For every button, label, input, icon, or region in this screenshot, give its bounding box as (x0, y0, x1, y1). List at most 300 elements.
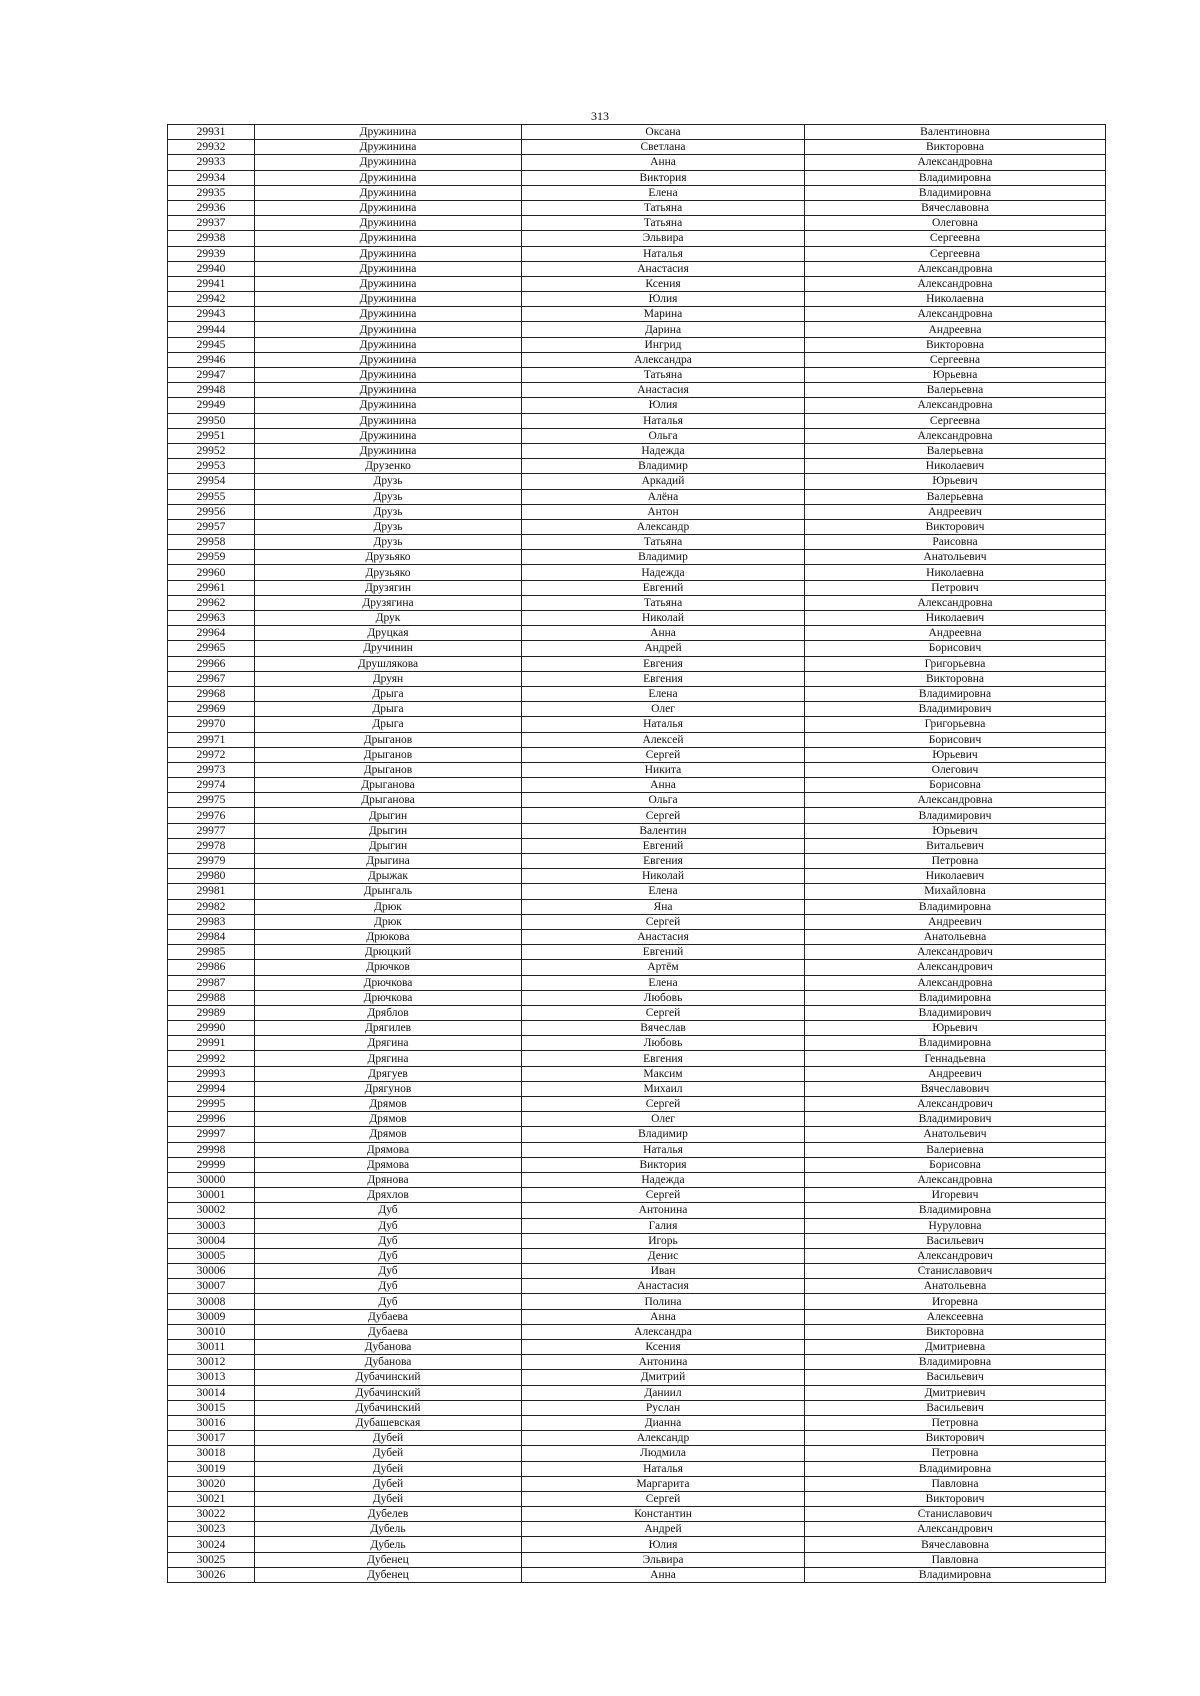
first-name-cell: Любовь (522, 1036, 805, 1051)
table-row (168, 565, 1106, 580)
page-number: 313 (591, 109, 609, 123)
record-number-cell: 29936 (168, 200, 255, 215)
record-number-cell: 30001 (168, 1188, 255, 1203)
last-name-cell: Дрямова (255, 1142, 522, 1157)
patronymic-cell: Петровна (805, 1415, 1106, 1430)
patronymic-cell: Раисовна (805, 535, 1106, 550)
first-name-cell: Руслан (522, 1400, 805, 1415)
patronymic-cell: Александровна (805, 793, 1106, 808)
table-row (168, 808, 1106, 823)
first-name-cell: Ксения (522, 1340, 805, 1355)
last-name-cell: Дрямова (255, 1157, 522, 1172)
first-name-cell: Александра (522, 352, 805, 367)
last-name-cell: Дружинина (255, 307, 522, 322)
patronymic-cell: Андреевна (805, 322, 1106, 337)
patronymic-cell: Владимирович (805, 1112, 1106, 1127)
record-number-cell: 29987 (168, 975, 255, 990)
first-name-cell: Александр (522, 1431, 805, 1446)
record-number-cell: 29974 (168, 778, 255, 793)
first-name-cell: Андрей (522, 1522, 805, 1537)
first-name-cell: Любовь (522, 990, 805, 1005)
last-name-cell: Дрямов (255, 1112, 522, 1127)
first-name-cell: Ксения (522, 276, 805, 291)
name-register-table (167, 124, 1106, 1583)
first-name-cell: Сергей (522, 914, 805, 929)
first-name-cell: Ольга (522, 428, 805, 443)
patronymic-cell: Владимировна (805, 1355, 1106, 1370)
patronymic-cell: Николаевич (805, 611, 1106, 626)
first-name-cell: Наталья (522, 1461, 805, 1476)
record-number-cell: 29969 (168, 702, 255, 717)
patronymic-cell: Викторович (805, 1491, 1106, 1506)
table-row (168, 489, 1106, 504)
patronymic-cell: Владимировна (805, 1567, 1106, 1582)
patronymic-cell: Валентиновна (805, 125, 1106, 140)
last-name-cell: Дрыга (255, 717, 522, 732)
first-name-cell: Даниил (522, 1385, 805, 1400)
first-name-cell: Анна (522, 778, 805, 793)
patronymic-cell: Михайловна (805, 884, 1106, 899)
record-number-cell: 29971 (168, 732, 255, 747)
patronymic-cell: Викторовна (805, 140, 1106, 155)
first-name-cell: Дарина (522, 322, 805, 337)
table-row (168, 1355, 1106, 1370)
record-number-cell: 29935 (168, 185, 255, 200)
patronymic-cell: Александровна (805, 261, 1106, 276)
record-number-cell: 30020 (168, 1476, 255, 1491)
last-name-cell: Дружинина (255, 231, 522, 246)
first-name-cell: Виктория (522, 170, 805, 185)
table-row (168, 1066, 1106, 1081)
record-number-cell: 29975 (168, 793, 255, 808)
last-name-cell: Дубей (255, 1476, 522, 1491)
table-row (168, 975, 1106, 990)
first-name-cell: Дмитрий (522, 1370, 805, 1385)
record-number-cell: 29977 (168, 823, 255, 838)
patronymic-cell: Сергеевна (805, 413, 1106, 428)
table-row (168, 1051, 1106, 1066)
table-row (168, 1431, 1106, 1446)
first-name-cell: Ольга (522, 793, 805, 808)
record-number-cell: 30002 (168, 1203, 255, 1218)
last-name-cell: Дружинина (255, 383, 522, 398)
first-name-cell: Анна (522, 155, 805, 170)
record-number-cell: 29933 (168, 155, 255, 170)
record-number-cell: 29948 (168, 383, 255, 398)
first-name-cell: Маргарита (522, 1476, 805, 1491)
record-number-cell: 29976 (168, 808, 255, 823)
first-name-cell: Татьяна (522, 216, 805, 231)
record-number-cell: 29960 (168, 565, 255, 580)
record-number-cell: 30008 (168, 1294, 255, 1309)
table-row (168, 1279, 1106, 1294)
last-name-cell: Дружинина (255, 443, 522, 458)
record-number-cell: 30015 (168, 1400, 255, 1415)
record-number-cell: 30022 (168, 1507, 255, 1522)
first-name-cell: Эльвира (522, 1552, 805, 1567)
last-name-cell: Дрыганов (255, 762, 522, 777)
table-row (168, 717, 1106, 732)
first-name-cell: Артём (522, 960, 805, 975)
record-number-cell: 29953 (168, 459, 255, 474)
first-name-cell: Оксана (522, 125, 805, 140)
patronymic-cell: Андреевич (805, 914, 1106, 929)
patronymic-cell: Петрович (805, 580, 1106, 595)
last-name-cell: Дрянова (255, 1172, 522, 1187)
record-number-cell: 29954 (168, 474, 255, 489)
first-name-cell: Денис (522, 1248, 805, 1263)
last-name-cell: Дрямов (255, 1127, 522, 1142)
first-name-cell: Олег (522, 1112, 805, 1127)
patronymic-cell: Николаевич (805, 459, 1106, 474)
patronymic-cell: Владимировна (805, 1461, 1106, 1476)
patronymic-cell: Александровна (805, 595, 1106, 610)
patronymic-cell: Александрович (805, 1522, 1106, 1537)
record-number-cell: 29985 (168, 945, 255, 960)
patronymic-cell: Петровна (805, 1446, 1106, 1461)
table-row (168, 1309, 1106, 1324)
first-name-cell: Владимир (522, 459, 805, 474)
last-name-cell: Друзенко (255, 459, 522, 474)
first-name-cell: Алёна (522, 489, 805, 504)
record-number-cell: 29941 (168, 276, 255, 291)
last-name-cell: Дрыга (255, 686, 522, 701)
table-row (168, 292, 1106, 307)
record-number-cell: 29942 (168, 292, 255, 307)
last-name-cell: Дручинин (255, 641, 522, 656)
table-row (168, 1400, 1106, 1415)
last-name-cell: Дружинина (255, 170, 522, 185)
record-number-cell: 30024 (168, 1537, 255, 1552)
first-name-cell: Елена (522, 975, 805, 990)
record-number-cell: 30007 (168, 1279, 255, 1294)
first-name-cell: Олег (522, 702, 805, 717)
last-name-cell: Друцкая (255, 626, 522, 641)
patronymic-cell: Олеговна (805, 216, 1106, 231)
patronymic-cell: Александрович (805, 960, 1106, 975)
table-row (168, 261, 1106, 276)
table-row (168, 443, 1106, 458)
first-name-cell: Анна (522, 1567, 805, 1582)
table-row (168, 246, 1106, 261)
patronymic-cell: Юрьевич (805, 474, 1106, 489)
patronymic-cell: Владимировна (805, 185, 1106, 200)
patronymic-cell: Николаевич (805, 869, 1106, 884)
patronymic-cell: Владимирович (805, 808, 1106, 823)
record-number-cell: 30005 (168, 1248, 255, 1263)
patronymic-cell: Станиславович (805, 1507, 1106, 1522)
table-row (168, 823, 1106, 838)
table-row (168, 1324, 1106, 1339)
patronymic-cell: Владимирович (805, 702, 1106, 717)
first-name-cell: Александр (522, 519, 805, 534)
record-number-cell: 30025 (168, 1552, 255, 1567)
patronymic-cell: Борисович (805, 641, 1106, 656)
first-name-cell: Евгения (522, 854, 805, 869)
patronymic-cell: Юрьевич (805, 1021, 1106, 1036)
table-row (168, 504, 1106, 519)
patronymic-cell: Александровна (805, 276, 1106, 291)
table-row (168, 747, 1106, 762)
last-name-cell: Дрыгин (255, 838, 522, 853)
patronymic-cell: Александрович (805, 945, 1106, 960)
first-name-cell: Юлия (522, 292, 805, 307)
patronymic-cell: Борисовна (805, 1157, 1106, 1172)
record-number-cell: 29967 (168, 671, 255, 686)
last-name-cell: Друк (255, 611, 522, 626)
table-row (168, 641, 1106, 656)
record-number-cell: 29992 (168, 1051, 255, 1066)
first-name-cell: Евгения (522, 671, 805, 686)
table-row (168, 1021, 1106, 1036)
patronymic-cell: Григорьевна (805, 656, 1106, 671)
record-number-cell: 29943 (168, 307, 255, 322)
record-number-cell: 29981 (168, 884, 255, 899)
table-row (168, 626, 1106, 641)
record-number-cell: 29968 (168, 686, 255, 701)
record-number-cell: 29962 (168, 595, 255, 610)
last-name-cell: Дрючкова (255, 990, 522, 1005)
patronymic-cell: Валериевна (805, 1142, 1106, 1157)
first-name-cell: Евгений (522, 580, 805, 595)
patronymic-cell: Викторовна (805, 671, 1106, 686)
first-name-cell: Евгений (522, 945, 805, 960)
record-number-cell: 29998 (168, 1142, 255, 1157)
table-row (168, 884, 1106, 899)
last-name-cell: Дрягилев (255, 1021, 522, 1036)
patronymic-cell: Александрович (805, 1097, 1106, 1112)
table-row (168, 929, 1106, 944)
first-name-cell: Виктория (522, 1157, 805, 1172)
first-name-cell: Сергей (522, 808, 805, 823)
table-row (168, 1476, 1106, 1491)
patronymic-cell: Александровна (805, 428, 1106, 443)
patronymic-cell: Юрьевич (805, 747, 1106, 762)
last-name-cell: Дубей (255, 1461, 522, 1476)
table-row (168, 1340, 1106, 1355)
first-name-cell: Владимир (522, 550, 805, 565)
first-name-cell: Алексей (522, 732, 805, 747)
table-row (168, 869, 1106, 884)
table-row (168, 1127, 1106, 1142)
table-row (168, 611, 1106, 626)
first-name-cell: Татьяна (522, 535, 805, 550)
table-row (168, 413, 1106, 428)
table-row (168, 1415, 1106, 1430)
record-number-cell: 29939 (168, 246, 255, 261)
last-name-cell: Дрягина (255, 1051, 522, 1066)
patronymic-cell: Александрович (805, 1248, 1106, 1263)
table-row (168, 899, 1106, 914)
patronymic-cell: Викторович (805, 1431, 1106, 1446)
record-number-cell: 30009 (168, 1309, 255, 1324)
record-number-cell: 29964 (168, 626, 255, 641)
last-name-cell: Дружинина (255, 246, 522, 261)
table-row (168, 216, 1106, 231)
first-name-cell: Юлия (522, 1537, 805, 1552)
first-name-cell: Наталья (522, 717, 805, 732)
record-number-cell: 29931 (168, 125, 255, 140)
first-name-cell: Полина (522, 1294, 805, 1309)
patronymic-cell: Александровна (805, 975, 1106, 990)
first-name-cell: Александра (522, 1324, 805, 1339)
record-number-cell: 29978 (168, 838, 255, 853)
last-name-cell: Дубелев (255, 1507, 522, 1522)
table-row (168, 231, 1106, 246)
patronymic-cell: Васильевич (805, 1233, 1106, 1248)
table-row (168, 1522, 1106, 1537)
record-number-cell: 30012 (168, 1355, 255, 1370)
record-number-cell: 29956 (168, 504, 255, 519)
first-name-cell: Татьяна (522, 368, 805, 383)
first-name-cell: Елена (522, 686, 805, 701)
patronymic-cell: Дмитриевич (805, 1385, 1106, 1400)
last-name-cell: Дружинина (255, 140, 522, 155)
last-name-cell: Дрыганов (255, 732, 522, 747)
last-name-cell: Дружинина (255, 292, 522, 307)
record-number-cell: 29989 (168, 1005, 255, 1020)
record-number-cell: 29955 (168, 489, 255, 504)
table-row (168, 854, 1106, 869)
table-row (168, 702, 1106, 717)
patronymic-cell: Александровна (805, 155, 1106, 170)
record-number-cell: 29988 (168, 990, 255, 1005)
table-row (168, 170, 1106, 185)
table-row (168, 1157, 1106, 1172)
last-name-cell: Друшлякова (255, 656, 522, 671)
record-number-cell: 29980 (168, 869, 255, 884)
table-row (168, 1036, 1106, 1051)
record-number-cell: 29999 (168, 1157, 255, 1172)
last-name-cell: Дружинина (255, 200, 522, 215)
patronymic-cell: Владимировна (805, 1203, 1106, 1218)
table-row (168, 1218, 1106, 1233)
first-name-cell: Галия (522, 1218, 805, 1233)
table-row (168, 1446, 1106, 1461)
first-name-cell: Марина (522, 307, 805, 322)
record-number-cell: 29966 (168, 656, 255, 671)
table-row (168, 185, 1106, 200)
record-number-cell: 29983 (168, 914, 255, 929)
table-row (168, 732, 1106, 747)
patronymic-cell: Григорьевна (805, 717, 1106, 732)
record-number-cell: 29937 (168, 216, 255, 231)
patronymic-cell: Вячеславович (805, 1081, 1106, 1096)
table-row (168, 1507, 1106, 1522)
patronymic-cell: Дмитриевна (805, 1340, 1106, 1355)
table-row (168, 1248, 1106, 1263)
record-number-cell: 30011 (168, 1340, 255, 1355)
patronymic-cell: Владимировна (805, 686, 1106, 701)
last-name-cell: Друзь (255, 519, 522, 534)
record-number-cell: 29959 (168, 550, 255, 565)
last-name-cell: Дружинина (255, 185, 522, 200)
record-number-cell: 30014 (168, 1385, 255, 1400)
last-name-cell: Дрючков (255, 960, 522, 975)
last-name-cell: Дружинина (255, 125, 522, 140)
table-row (168, 368, 1106, 383)
first-name-cell: Сергей (522, 1491, 805, 1506)
record-number-cell: 29946 (168, 352, 255, 367)
table-row (168, 550, 1106, 565)
record-number-cell: 30016 (168, 1415, 255, 1430)
table-row (168, 1491, 1106, 1506)
last-name-cell: Дубанова (255, 1340, 522, 1355)
last-name-cell: Друзь (255, 504, 522, 519)
record-number-cell: 30010 (168, 1324, 255, 1339)
last-name-cell: Дрыга (255, 702, 522, 717)
patronymic-cell: Юрьевна (805, 368, 1106, 383)
last-name-cell: Дрягина (255, 1036, 522, 1051)
patronymic-cell: Александровна (805, 398, 1106, 413)
first-name-cell: Аркадий (522, 474, 805, 489)
last-name-cell: Дуб (255, 1203, 522, 1218)
table-row (168, 1203, 1106, 1218)
patronymic-cell: Вячеславовна (805, 200, 1106, 215)
table-row (168, 656, 1106, 671)
record-number-cell: 29952 (168, 443, 255, 458)
last-name-cell: Дуб (255, 1233, 522, 1248)
last-name-cell: Дряхлов (255, 1188, 522, 1203)
last-name-cell: Дрюкова (255, 929, 522, 944)
last-name-cell: Дрыгина (255, 854, 522, 869)
first-name-cell: Наталья (522, 1142, 805, 1157)
first-name-cell: Дианна (522, 1415, 805, 1430)
first-name-cell: Антонина (522, 1355, 805, 1370)
record-number-cell: 29963 (168, 611, 255, 626)
record-number-cell: 29979 (168, 854, 255, 869)
patronymic-cell: Станиславович (805, 1264, 1106, 1279)
last-name-cell: Дубей (255, 1446, 522, 1461)
table-row (168, 1081, 1106, 1096)
patronymic-cell: Валерьевна (805, 383, 1106, 398)
record-number-cell: 29965 (168, 641, 255, 656)
first-name-cell: Ингрид (522, 337, 805, 352)
patronymic-cell: Нуруловна (805, 1218, 1106, 1233)
first-name-cell: Николай (522, 869, 805, 884)
last-name-cell: Дубенец (255, 1552, 522, 1567)
record-number-cell: 29982 (168, 899, 255, 914)
record-number-cell: 30017 (168, 1431, 255, 1446)
last-name-cell: Дружинина (255, 398, 522, 413)
patronymic-cell: Валерьевна (805, 443, 1106, 458)
first-name-cell: Надежда (522, 565, 805, 580)
last-name-cell: Дуб (255, 1248, 522, 1263)
table-row (168, 1567, 1106, 1582)
last-name-cell: Дубанова (255, 1355, 522, 1370)
first-name-cell: Елена (522, 884, 805, 899)
patronymic-cell: Александровна (805, 1172, 1106, 1187)
first-name-cell: Андрей (522, 641, 805, 656)
record-number-cell: 30019 (168, 1461, 255, 1476)
patronymic-cell: Павловна (805, 1476, 1106, 1491)
patronymic-cell: Олегович (805, 762, 1106, 777)
record-number-cell: 29945 (168, 337, 255, 352)
first-name-cell: Надежда (522, 443, 805, 458)
last-name-cell: Друзь (255, 474, 522, 489)
patronymic-cell: Владимировна (805, 899, 1106, 914)
table-row (168, 1264, 1106, 1279)
last-name-cell: Друзь (255, 535, 522, 550)
last-name-cell: Дубаева (255, 1324, 522, 1339)
patronymic-cell: Владимировна (805, 1036, 1106, 1051)
table-row (168, 383, 1106, 398)
table-row (168, 1537, 1106, 1552)
table-row (168, 990, 1106, 1005)
first-name-cell: Никита (522, 762, 805, 777)
last-name-cell: Дуб (255, 1264, 522, 1279)
last-name-cell: Дряблов (255, 1005, 522, 1020)
